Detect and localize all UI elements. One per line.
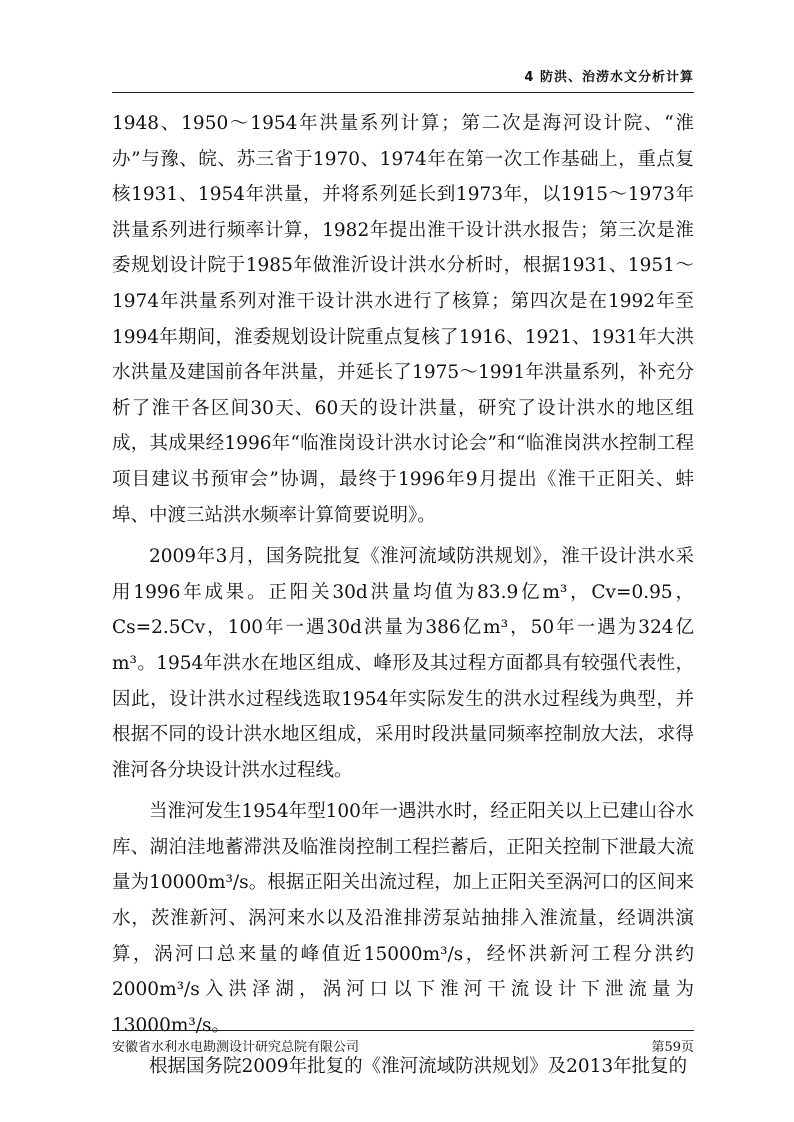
paragraph-flood-routing: 当淮河发生1954年型100年一遇洪水时，经正阳关以上已建山谷水库、湖泊洼地蓄滞洪及临淮岗控制工程拦蓄后，正阳关控制下泄最大流量为10000m³/s。根据正阳关出流过程，加上正阳关至涡河口的区间来水，茨淮新河、涡河来水以及沿淮排涝泵站抽排入淮流量，经调洪演算，涡河口总来量的峰值近15000m³/s，经怀洪新河工程分洪约2000m³/s入洪泽湖，涡河口以下淮河干流设计下泄流量为13000m³/s。	[112, 801, 694, 1036]
page-number: 第59页	[651, 1040, 694, 1055]
running-header: 4 防洪、治涝水文分析计算	[524, 70, 694, 85]
footer-rule	[112, 1030, 694, 1031]
document-body	[112, 106, 694, 1085]
header-rule	[112, 92, 694, 93]
paragraph-continued: 1948、1950～1954年洪量系列计算；第二次是海河设计院、“淮办”与豫、皖、苏三省于1970、1974年在第一次工作基础上，重点复核1931、1954年洪量，并将系列延长到1973年，以1915～1973年洪量系列进行频率计算，1982年提出淮干设计洪水报告；第三次是淮委规划设计院于1985年做淮沂设计洪水分析时，根据1931、1951～1974年洪量系列对淮干设计洪水进行了核算；第四次是在1992年至1994年期间，淮委规划设计院重点复核了1916、1921、1931年大洪水洪量及建国前各年洪量，并延长了1975～1991年洪量系列，补充分析了淮干各区间30天、60天的设计洪量，研究了设计洪水的地区组成，其成果经1996年“临淮岗设计洪水讨论会”和“临淮岗洪水控制工程项目建议书预审会”协调，最终于1996年9月提出《淮干正阳关、蚌埠、中渡三站洪水频率计算简要说明》。	[112, 113, 694, 526]
paragraph-planning: 根据国务院2009年批复的《淮河流域防洪规划》及2013年批复的	[149, 1056, 688, 1078]
paragraph-design-flood: 2009年3月，国务院批复《淮河流域防洪规划》，淮干设计洪水采用1996年成果。正阳关30d洪量均值为83.9亿m³，Cv=0.95，Cs=2.5Cv，100年一遇30d洪量为386亿m³，50年一遇为324亿m³。1954年洪水在地区组成、峰形及其过程方面都具有较强代表性，因此，设计洪水过程线选取1954年实际发生的洪水过程线为典型，并根据不同的设计洪水地区组成，采用时段洪量同频率控制放大法，求得淮河各分块设计洪水过程线。	[112, 546, 694, 781]
footer-organization: 安徽省水利水电勘测设计研究总院有限公司	[112, 1040, 360, 1055]
